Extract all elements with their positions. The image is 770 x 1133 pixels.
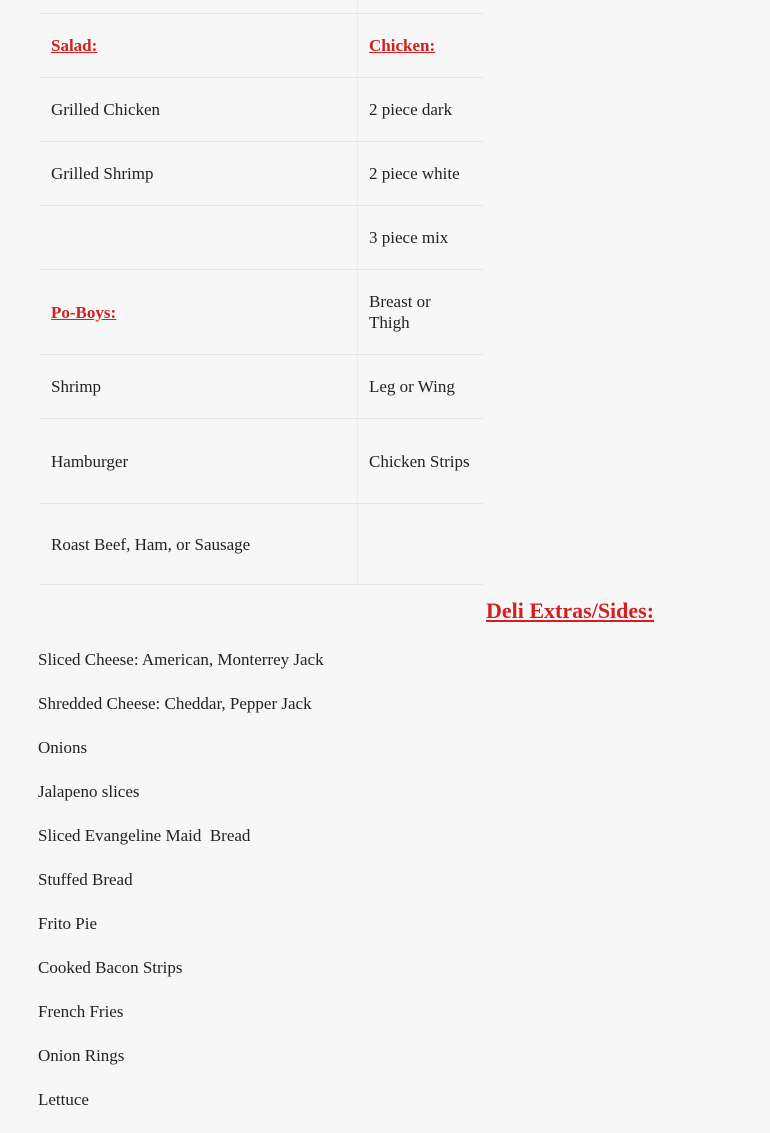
menu-item: Grilled Chicken [40,78,358,142]
table-row [40,78,483,142]
deli-extras-heading: Deli Extras/Sides: [486,598,655,623]
menu-table [40,0,483,585]
table-row [40,355,483,419]
menu-item [358,504,484,585]
menu-item: Shrimp [40,355,358,419]
list-item: Lettuce [38,1090,89,1109]
menu-item: Hamburger [40,419,358,504]
list-item: Sliced Cheese: American, Monterrey Jack [38,650,324,669]
menu-item: Roast Beef, Ham, or Sausage [40,504,358,585]
table-cell [358,0,484,14]
menu-item: Leg or Wing [358,355,484,419]
list-item: French Fries [38,1002,124,1021]
salad-heading: Salad: [51,36,98,55]
menu-item: Grilled Shrimp [40,142,358,206]
table-cell [40,270,358,355]
table-cell [40,14,358,78]
table-row [40,270,483,355]
list-item: Jalapeno slices [38,782,140,801]
table-cell [358,14,484,78]
table-row [40,206,483,270]
deli-sides-list [38,649,324,1133]
menu-item: Chicken Strips [358,419,484,504]
table-row [40,0,483,14]
list-item: Stuffed Bread [38,870,133,889]
list-item: Sliced Evangeline Maid Bread [38,826,251,845]
table-row [40,419,483,504]
menu-item: Breast or Thigh [358,270,484,355]
menu-item [40,206,358,270]
table-row [40,14,483,78]
poboys-heading: Po-Boys: [51,302,117,322]
menu-item: 2 piece dark [358,78,484,142]
menu-item: 3 piece mix [358,206,484,270]
list-item: Shredded Cheese: Cheddar, Pepper Jack [38,694,312,713]
table-row [40,142,483,206]
list-item: Onion Rings [38,1046,125,1065]
list-item: Onions [38,738,88,757]
table-cell [40,0,358,14]
list-item: Frito Pie [38,914,98,933]
chicken-heading: Chicken: [369,36,436,55]
list-item: Cooked Bacon Strips [38,958,183,977]
menu-item: 2 piece white [358,142,484,206]
table-row [40,504,483,585]
